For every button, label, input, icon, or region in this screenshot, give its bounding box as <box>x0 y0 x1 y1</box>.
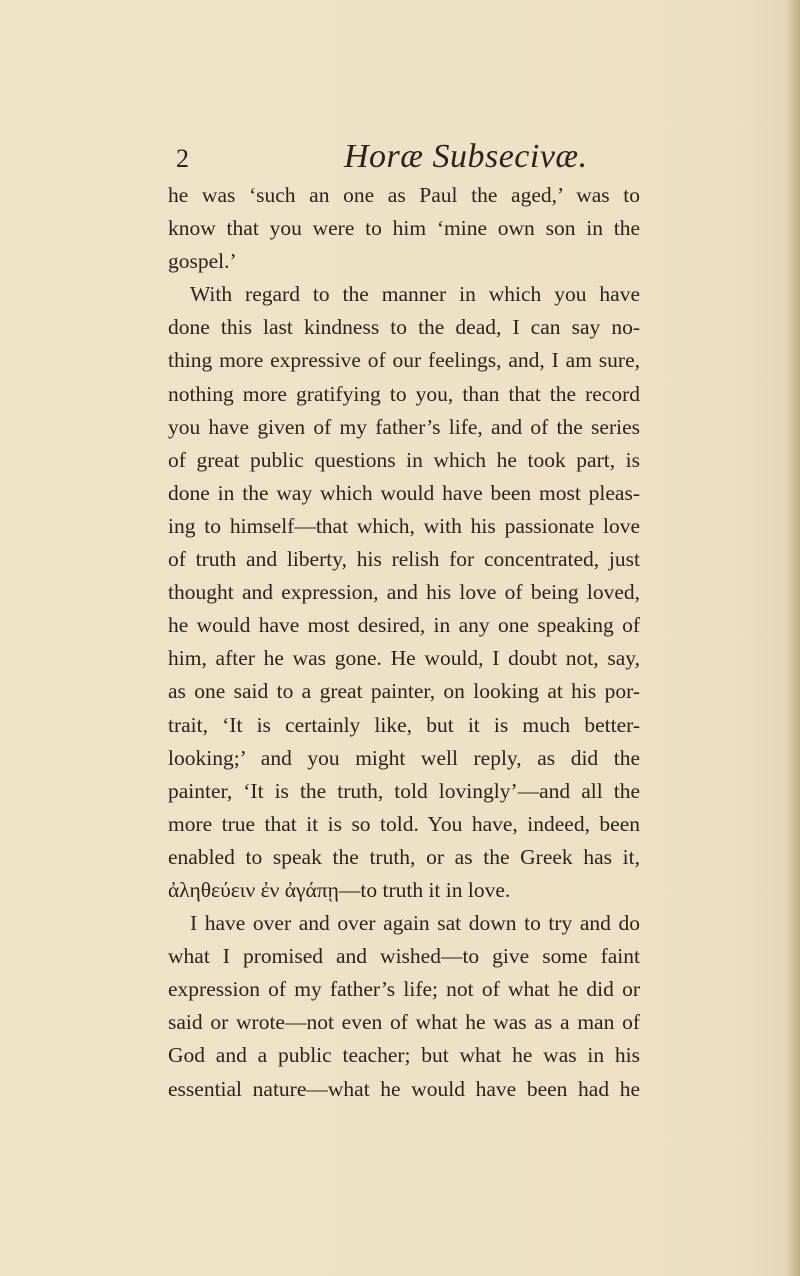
text-line: nothing more gratifying to you, than that the record <box>168 381 640 406</box>
text-line: done this last kindness to the dead, I can say no- <box>168 315 640 340</box>
text-line: he was ‘such an one as Paul the aged,’ was to <box>168 183 640 207</box>
running-title: Horæ Subsecivæ. <box>344 138 588 175</box>
text-line: more true that it is so told. You have, indeed, been <box>168 811 640 836</box>
text-line: expression of my father’s life; not of what he did or <box>168 977 640 1002</box>
text-line: said or wrote—not even of what he was as a man of <box>168 1010 640 1035</box>
text-line: what I promised and wished—to give some faint <box>168 944 640 969</box>
text-line: know that you were to him ‘mine own son in the <box>168 216 640 241</box>
text-line: enabled to speak the truth, or as the Greek has it, <box>168 844 640 869</box>
text-line: of truth and liberty, his relish for concentrated, just <box>168 547 640 572</box>
text-line: gospel.’ <box>168 249 237 274</box>
text-line: he would have most desired, in any one speaking of <box>168 613 640 638</box>
text-line: of great public questions in which he took part, is <box>168 447 640 472</box>
text-line: thing more expressive of our feelings, and, I am sure, <box>168 348 640 373</box>
page-number: 2 <box>176 144 189 173</box>
text-line: essential nature—what he would have been had he <box>168 1076 640 1101</box>
body-text <box>168 179 640 1106</box>
text-line: I have over and over again sat down to try and do <box>190 911 640 936</box>
text-line: With regard to the manner in which you have <box>190 282 640 307</box>
text-line: looking;’ and you might well reply, as did the <box>168 745 640 770</box>
text-line: done in the way which would have been most pleas- <box>168 480 640 505</box>
page-header <box>150 138 650 184</box>
page-edge-shadow <box>786 0 800 1276</box>
text-line: thought and expression, and his love of being loved, <box>168 580 640 605</box>
text-line: as one said to a great painter, on looking at his por- <box>168 679 640 704</box>
text-line: painter, ‘It is the truth, told lovingly’—and all the <box>168 778 640 803</box>
text-line: God and a public teacher; but what he was in his <box>168 1043 640 1068</box>
text-line: ἀληθεύειν ἐν ἀγάπῃ—to truth it in love. <box>168 877 511 902</box>
text-line: him, after he was gone. He would, I doubt not, say, <box>168 646 640 671</box>
text-line: ing to himself—that which, with his passionate love <box>168 513 640 538</box>
text-line: trait, ‘It is certainly like, but it is much better- <box>168 712 640 737</box>
text-line: you have given of my father’s life, and of the series <box>168 414 640 439</box>
